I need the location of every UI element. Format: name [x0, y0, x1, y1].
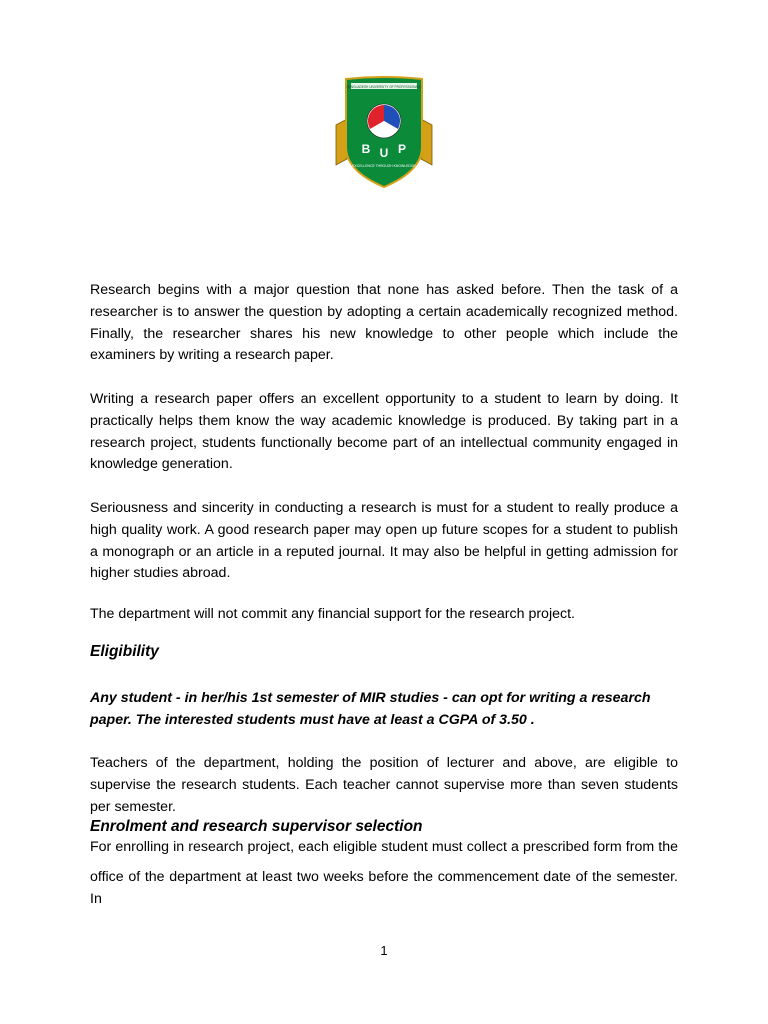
enrolment-line-1: For enrolling in research project, each eligible student must collect a prescribed form from the [90, 839, 678, 855]
paragraph-intro: Research begins with a major question that none has asked before. Then the task of a researcher is to answer the question by adopting a certain academically recognized method. Finally, the researcher shares his new knowledge to other people which include the examiners by writing a research paper. [90, 282, 678, 364]
enrolment-line-2: office of the department at least two weeks before the commencement date of the semester. In [90, 869, 678, 907]
paragraph-opportunity: Writing a research paper offers an excellent opportunity to a student to learn by doing. It practically helps them know the way academic knowledge is produced. By taking part in a research project, students functionally become part of an intellectual community engaged in knowledge generation. [90, 391, 678, 473]
paragraph-teachers: Teachers of the department, holding the position of lecturer and above, are eligible to supervise the research students. Each teacher cannot supervise more than seven students per semester. [90, 755, 678, 815]
bup-logo [333, 75, 435, 190]
paragraph-seriousness: Seriousness and sincerity in conducting a research is must for a student to really produce a high quality work. A good research paper may open up future scopes for a student to publish a monograph or an article in a reputed journal. It may also be helpful in getting admission for higher studies abroad. [90, 500, 678, 582]
logo-motto: EXCELLENCE THROUGH KNOWLEDGE [352, 164, 416, 168]
logo-letter-u: U [379, 146, 389, 160]
logo-top-band: BANGLADESH UNIVERSITY OF PROFESSIONALS [346, 85, 422, 89]
eligibility-requirement: Any student - in her/his 1st semester of MIR studies - can opt for writing a research paper. The interested students must have at least a CGPA of 3.50 . [90, 690, 651, 728]
page-number: 1 [380, 943, 388, 958]
logo-letter-b: B [361, 142, 371, 156]
enrolment-heading: Enrolment and research supervisor selection [90, 818, 423, 835]
paragraph-financial: The department will not commit any financial support for the research project. [90, 606, 575, 622]
eligibility-heading: Eligibility [90, 643, 159, 660]
logo-letter-p: P [397, 142, 407, 156]
